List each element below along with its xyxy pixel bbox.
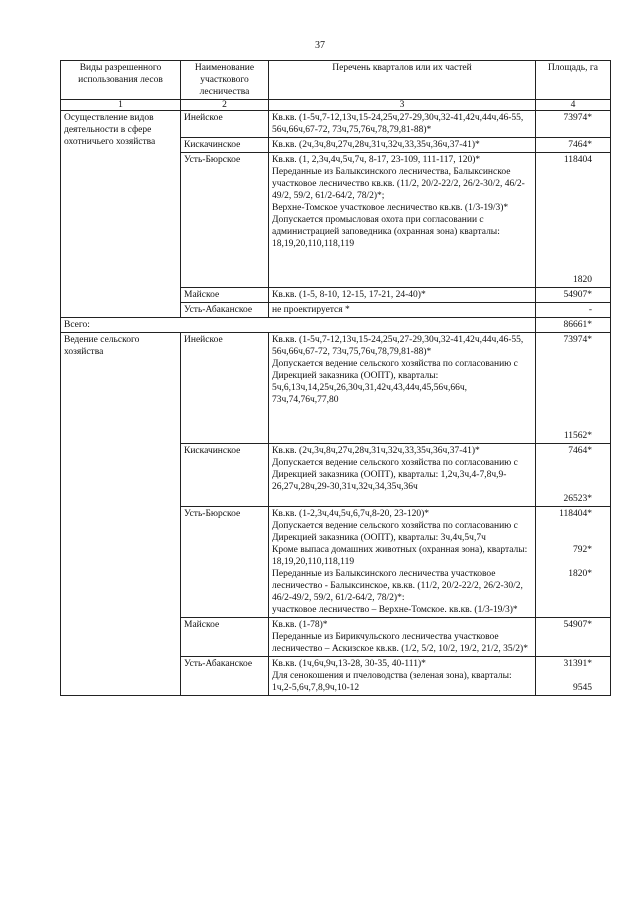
- area-value: 1820*: [568, 569, 592, 579]
- quarters-paragraph: участковое лесничество – Верхне-Томское. кв.кв. (1/3-19/3)*: [272, 605, 518, 615]
- area-value: [536, 444, 611, 507]
- area-value: 31391*: [563, 659, 592, 669]
- area-value: 1820: [573, 275, 592, 285]
- area-value: [536, 153, 611, 288]
- use-type-hunting: Осуществление видов деятельности в сфере охотничьего хозяйства: [61, 111, 181, 318]
- forestry-name: Кискачинское: [181, 138, 269, 153]
- area-value: [536, 657, 611, 696]
- quarters-paragraph: Переданные из Бирикчульского лесничества участковое лесничество – Аскизское кв.кв. (1/2, 5/2, 10/2, 19/2, 21/2, 35/2)*: [272, 632, 528, 654]
- quarters-paragraph: Верхне-Томское участковое лесничество кв.кв. (1/3-19/3)*: [272, 203, 509, 213]
- quarters-paragraph: Кв.кв. (1-2,3ч,4ч,5ч,6,7ч,8-20, 23-120)*: [272, 509, 429, 519]
- quarters-paragraph: Кв.кв. (1, 2,3ч,4ч,5ч,7ч, 8-17, 23-109, 111-117, 120)*: [272, 155, 481, 165]
- col-number: 4: [536, 100, 611, 111]
- area-value: 26523*: [563, 494, 592, 504]
- quarters-paragraph: Кроме выпаса домашних животных (охранная зона), кварталы: 18,19,20,110,118,119: [272, 545, 528, 567]
- forestry-name: Усть-Бюрское: [181, 507, 269, 618]
- header-area: Площадь, га: [536, 61, 611, 100]
- forestry-name: Усть-Абаканское: [181, 657, 269, 696]
- col-number: 1: [61, 100, 181, 111]
- quarters-paragraph: Допускается ведение сельского хозяйства по согласованию с Дирекцией заказника (ООПТ), кварталы: 5ч,6,13ч,14,25ч,26,30ч,31,42ч,43,44ч,45,56ч,66ч, 73ч,74,76ч,77,80: [272, 359, 518, 405]
- quarters-text: [269, 153, 536, 288]
- page-number: 37: [315, 40, 325, 51]
- forest-use-table: [60, 60, 611, 696]
- total-area: 86661*: [536, 318, 611, 333]
- area-value: 54907*: [563, 620, 592, 630]
- column-number-row: [61, 100, 611, 111]
- area-value: 792*: [573, 545, 592, 555]
- area-value: 73974*: [536, 111, 611, 138]
- area-value: 7464*: [568, 446, 592, 456]
- quarters-text: Кв.кв. (1-5, 8-10, 12-15, 17-21, 24-40)*: [269, 288, 536, 303]
- area-value: 11562*: [563, 431, 592, 441]
- area-value: [536, 618, 611, 657]
- header-use-type: Виды разрешенного использования лесов: [61, 61, 181, 100]
- forestry-name: Усть-Бюрское: [181, 153, 269, 288]
- total-label: Всего:: [61, 318, 536, 333]
- quarters-paragraph: Переданные из Балыксинского лесничества участковое лесничество - Балыксинское, кв.кв. (11/2, 20/2-22/2, 26/2-30/2, 46/2-49/2, 59/2, 61/2-64/2, 78/2)*:: [272, 569, 523, 603]
- forestry-name: Инейское: [181, 111, 269, 138]
- forestry-name: Майское: [181, 618, 269, 657]
- col-number: 3: [269, 100, 536, 111]
- header-quarters: Перечень кварталов или их частей: [269, 61, 536, 100]
- table-row: [61, 333, 611, 444]
- quarters-paragraph: Допускается ведение сельского хозяйства по согласованию с Дирекцией заказника (ООПТ), кварталы: 1,2ч,3ч,4-7,8ч,9-26,27ч,28ч,29-30,31ч,32ч,34,35ч,36ч: [272, 458, 518, 492]
- area-value: 118404: [563, 155, 592, 165]
- area-value: -: [536, 303, 611, 318]
- forestry-name: Инейское: [181, 333, 269, 444]
- quarters-paragraph: Допускается ведение сельского хозяйства по согласованию с Дирекцией заказника (ООПТ), кварталы: 3ч,4ч,5ч,7ч: [272, 521, 518, 543]
- use-type-agriculture: Ведение сельского хозяйства: [61, 333, 181, 696]
- forestry-name: Майское: [181, 288, 269, 303]
- area-value: 7464*: [536, 138, 611, 153]
- quarters-text: [269, 657, 536, 696]
- quarters-paragraph: Переданные из Балыксинского лесничества, Балыксинское участковое лесничество кв.кв. (11/2, 20/2-22/2, 26/2-30/2, 46/2-49/2, 59/2, 61/2-64/2, 78/2)*;: [272, 167, 525, 201]
- area-value: [536, 507, 611, 618]
- quarters-text: Кв.кв. (2ч,3ч,8ч,27ч,28ч,31ч,32ч,33,35ч,36ч,37-41)*: [269, 138, 536, 153]
- forestry-name: Усть-Абаканское: [181, 303, 269, 318]
- col-number: 2: [181, 100, 269, 111]
- quarters-text: не проектируется *: [269, 303, 536, 318]
- quarters-text: [269, 333, 536, 444]
- area-value: 9545: [573, 683, 592, 693]
- quarters-text: Кв.кв. (1-5ч,7-12,13ч,15-24,25ч,27-29,30ч,32-41,42ч,44ч,46-55, 56ч,66ч,67-72, 73ч,75,76ч,78,79,81-88)*: [269, 111, 536, 138]
- table-row: [61, 111, 611, 138]
- quarters-paragraph: Для сенокошения и пчеловодства (зеленая зона), кварталы: 1ч,2-5,6ч,7,8,9ч,10-12: [272, 671, 512, 693]
- quarters-text: [269, 444, 536, 507]
- area-value: 73974*: [563, 335, 592, 345]
- quarters-paragraph: Кв.кв. (1ч,6ч,9ч,13-28, 30-35, 40-111)*: [272, 659, 426, 669]
- area-value: 118404*: [559, 509, 592, 519]
- quarters-paragraph: Кв.кв. (1-5ч,7-12,13ч,15-24,25ч,27-29,30ч,32-41,42ч,44ч,46-55, 56ч,66ч,67-72, 73ч,75,76ч,78,79,81-88)*: [272, 335, 524, 357]
- header-forestry: Наименование участкового лесничества: [181, 61, 269, 100]
- quarters-text: [269, 507, 536, 618]
- table-header-row: [61, 61, 611, 100]
- area-value: [536, 333, 611, 444]
- total-row: [61, 318, 611, 333]
- quarters-text: [269, 618, 536, 657]
- quarters-paragraph: Кв.кв. (2ч,3ч,8ч,27ч,28ч,31ч,32ч,33,35ч,36ч,37-41)*: [272, 446, 480, 456]
- quarters-paragraph: Кв.кв. (1-78)*: [272, 620, 328, 630]
- area-value: 54907*: [536, 288, 611, 303]
- forestry-name: Кискачинское: [181, 444, 269, 507]
- quarters-paragraph: Допускается промысловая охота при согласовании с администрацией заповедника (охранная зона) кварталы: 18,19,20,110,118,119: [272, 215, 500, 249]
